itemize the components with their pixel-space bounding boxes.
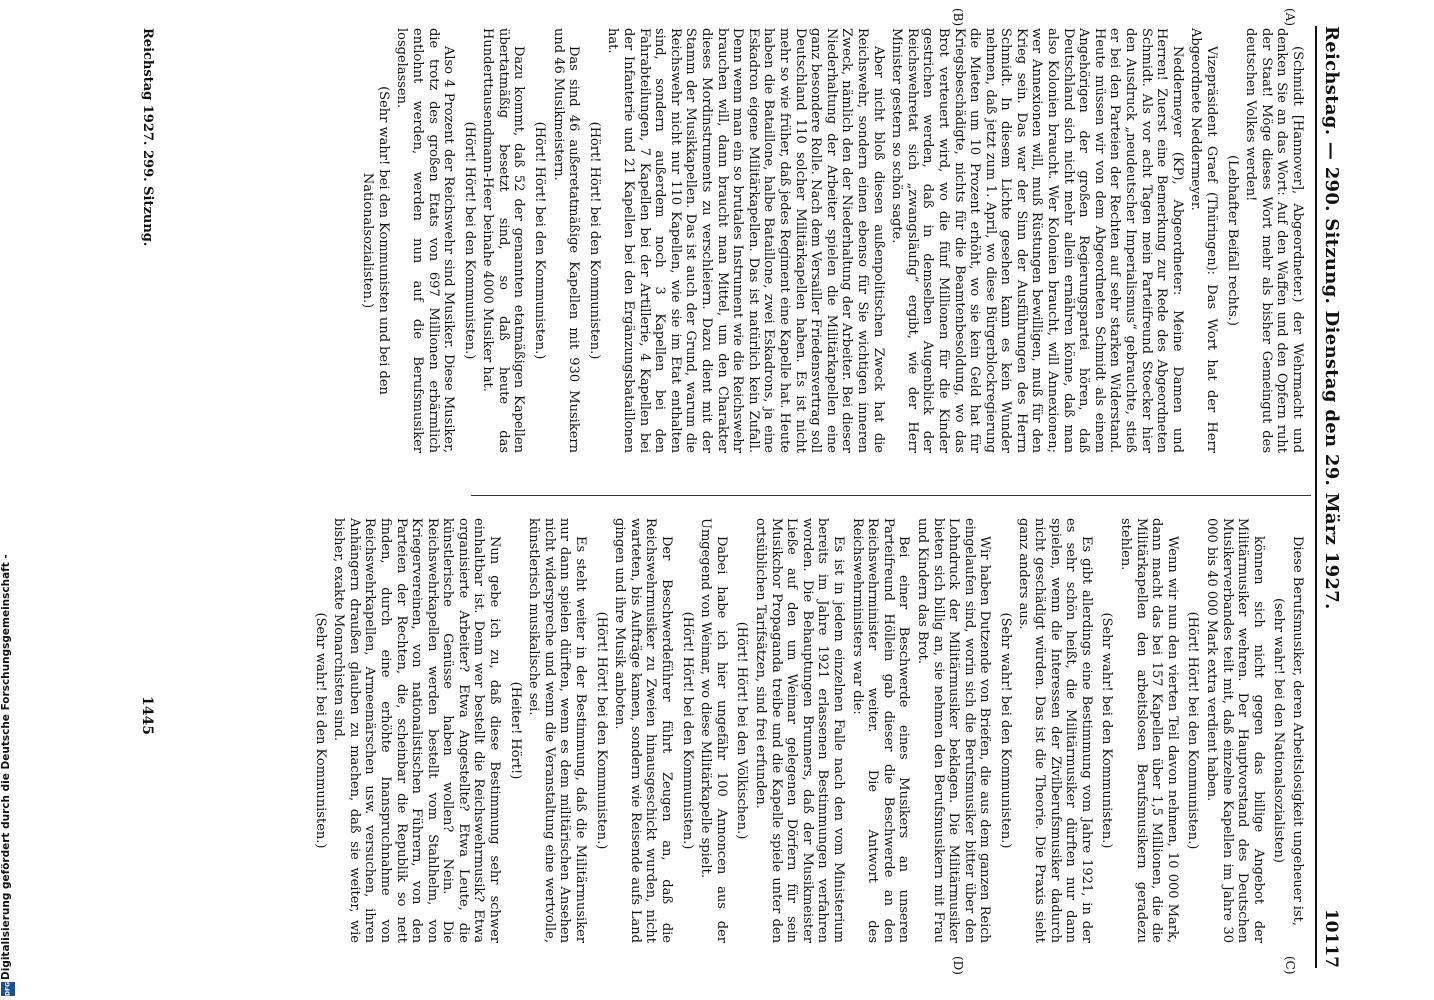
interjection: (Hört! Hört! bei den Kommunisten.) — [679, 611, 695, 850]
right-column — [307, 518, 1305, 943]
paragraph: Neddermeyer (KP), Abgeordneter: Meine Damen und Herren! Zuerst eine Bemerkung zur Rede des Abgeordneten Schmidt. Als vor acht Tagen mein Parteifreund Stoecker hier den Ausdruck „neudeutscher Imperialismus“ gebrauchte, stieß er bei den Parteien der Rechten auf sehr starken Widerstand. Heute müssen wir von dem Abgeordneten Schmidt als einem Angehörigen der großen Regierungspartei hören, daß Deutschland sich nicht mehr allein ernähren könne, daß man also Kolonien braucht. Wer Kolonien braucht, will Annexionen; wer Annexionen will, muß Rüstungen bewilligen, muß für den Krieg sein. Das war der Sinn der Ausführungen des Herrn Schmidt. In diesem Lichte gesehen kann es kein Wunder nehmen, daß jetzt zum 1. April, wo diese Bürgerblockregierung die Mieten um 10 Prozent erhöht, wo sie kein Geld hat für Kriegsbeschädigte, nichts für die Beamtenbesoldung, wo das Brot verteuert wird, wo die fünf Millionen für die Kinder gestrichen werden, daß in demselben Augenblick der Reichswehretat sich „zwangsläufig“ ergibt, wie der Herr Minister gestern so schön sagte. — [889, 28, 1185, 453]
interjection: (Sehr wahr! bei den Kommunisten und bei den Nationalsozialisten.) — [360, 86, 391, 395]
interjection: (Hört! Hört! bei den Kommunisten.) — [593, 611, 609, 850]
footer-session-note: Reichstag 1927. 299. Sitzung. — [140, 28, 155, 247]
paragraph: Dazu kommt, daß 52 der genannten etatmäßigen Kapellen übertatmäßig besetzt sind, so daß heute das Hunderttausendmann-Heer beinahe 4000 Musiker hat. — [480, 28, 527, 453]
paragraph: Wir haben Dutzende von Briefen, die aus dem ganzen Reich eingelaufen sind, worin sich die Berufsmusiker bitter über den Lohndruck der Militärmusiker beklagen. Die Militärmusiker bieten sich billig an, sie nehmen den Berufsmusikern mit Frau und Kindern das Brot. — [914, 518, 993, 943]
paragraph: Wenn wir nun den vierten Teil davon nehmen, 10 000 Mark, dann macht das bei 157 Kapellen über 1,5 Millionen, die die Militärkapellen den arbeitslosen Berufsmusikern geradezu stehlen. — [1118, 518, 1180, 943]
paragraph: Also 4 Prozent der Reichswehr sind Musiker. Diese Musiker, die trotz des großen Etats von 697 Millionen erbärmlich entlohnt werden, werden nun auf die Berufsmusiker losgelassen. — [394, 28, 457, 453]
paragraph: Diese Berufsmusiker, deren Arbeitslosigkeit ungeheuer ist, — [1290, 536, 1305, 926]
left-column — [355, 28, 1305, 453]
paragraph: (Schmidt [Hannover], Abgeordneter.) der Wehrmacht und denken Sie an das Wort: Auf den Waffen und den Opfern ruht der Staat! Möge dieses Wort mehr als bisher Gemeingut des deutschen Volkes werden! — [1243, 28, 1305, 453]
interjection: (sehr wahr! bei den Nationalsozialisten) — [1271, 597, 1287, 864]
paragraph: können sich nicht gegen das billige Angebot der Militärmusiker wehren. Der Hauptvorstand des Deutschen Musikerverbandes teilt mit, daß einzelne Kapellen im Jahre 30 000 bis 40 000 Mark extra verdient haben. — [1204, 518, 1266, 943]
interjection: (Hört! Hört! bei den Kommunisten.) — [532, 121, 548, 360]
paragraph: Aber nicht bloß diesen außenpolitischen Zweck hat die Reichswehr, sondern einen ebenso für Sie wichtigen inneren Zweck, nämlich den der Niederhaltung der Arbeiter. Bei dieser Niederhaltung der Arbeiter spielen die Militärkapellen eine ganz besondere Rolle. Nach dem Versailler Friedensvertrag soll Deutschland 110 solcher Militärkapellen haben. Es ist nicht mehr so wie früher, daß jedes Regiment eine Kapelle hat. Heute haben die Bataillone, halbe Bataillone, zwei Eskadrons, ja eine Eskadron eigene Militärkapellen. Das ist natürlich kein Zufall. Denn wenn man ein so brutales Instrument wie die Reichswehr brauchen will, dann braucht man Mittel, um den Charakter dieses Mordinstruments zu verschleiern. Dazu dient mit der Stamm der Musikkapellen. Das ist auch der Grund, warum die Reichswehr nicht nur 110 Kapellen, wie sie im Etat enthalten sind, sondern außerdem noch 3 Kapellen bei den Fahrabteilungen, 7 Kapellen bei der Artillerie, 4 Kapellen bei der Infanterie und 21 Kapellen bei den Ergänzungsbataillonen hat. — [605, 28, 886, 453]
margin-mark-c: (C) — [1283, 956, 1297, 975]
paragraph: Es gibt allerdings eine Bestimmung vom Jahre 1921, in der es sehr schön heißt, die Militärmusiker dürften nur dann spielen, wenn die Interessen der Zivilberufsmusiker dadurch nicht geschädigt würden. Das ist die Theorie. Die Praxis sieht ganz anders aus. — [1016, 518, 1094, 943]
interjection: (Heiter! Hört!) — [507, 681, 523, 780]
paragraph: Nun gebe ich zu, daß diese Bestimmung sehr schwer einhaltbar ist. Denn wer bestellt die Reichswehrmusik? Etwa organisierte Arbeiter? Etwa Angestellte? Etwa Leute, die künstlerische Genüsse haben wollen? Nein. Die Reichswehrkapellen werden bestellt vom Stahlhelm, von Kriegervereinen, von nationalistischen Führern, von den Parteien der Rechten, die, scheinbar die Republik so nett finden, durch eine erhöhte Inanspruchnahme von Reichswehrkapellen, Armeemärschen usw. versuchen, ihren Anhängern draußen glauben zu machen, daß sie weiter, wie bisher, exakte Monarchisten sind. — [331, 518, 503, 943]
margin-mark-d: (D) — [951, 956, 965, 975]
paragraph: Das sind 46 außeretatmäßige Kapellen mit 930 Musikern und 46 Musikmeistern. — [550, 28, 582, 453]
interjection: (Hört! Hört! bei den Kommunisten.) — [1185, 611, 1201, 850]
margin-mark-b: (B) — [951, 8, 965, 27]
paragraph: Dabei habe ich hier ungefähr 100 Annoncen aus der Umgegend von Weimar, wo diese Militärkapelle spielt. — [698, 518, 729, 943]
paragraph: Bei einer Beschwerde eines Musikers an unseren Parteifreund Höllein gab dieser die Beschwerde an den Reichswehrminister weiter. Die Antwort des Reichswehrministers war die: — [849, 518, 912, 943]
interjection: (Hört! Hört! bei den Völkischen.) — [734, 621, 750, 840]
page-number: 10117 — [1321, 908, 1342, 968]
paragraph: Der Beschwerdeführer führt Zeugen an, daß die Reichswehrmusiker zu Zweien hinausgeschickt wurden, nicht warteten, bis Aufträge kamen, sondern wie Reisende aufs Land gingen und ihre Musik anboten. — [612, 518, 675, 943]
footer-page-number: 1445 — [139, 696, 155, 735]
interjection: (Hört! Hört! bei den Kommunisten.) — [586, 121, 602, 360]
margin-mark-a: (A) — [1283, 8, 1297, 27]
interjection: (Sehr wahr! bei den Kommunisten.) — [997, 612, 1013, 849]
interjection: (Sehr wahr! bei den Kommunisten.) — [1099, 612, 1115, 849]
interjection: (Lebhafter Beifall rechts.) — [1224, 155, 1240, 326]
running-title: Reichstag. — 290. Sitzung. Dienstag den 29. März 1927. — [1320, 26, 1342, 610]
digitization-credit: Digitalisierung gefördert durch die Deutsche Forschungsgemeinschaft - — [0, 554, 12, 980]
paragraph: Es steht weiter in der Bestimmung, daß die Militärmusiker nur dann spielen dürften, wenn es dem militärischen Ansehen nicht widerspreche und wenn die Veranstaltung eine wertvolle, künstlerisch musikalische sei. — [526, 518, 589, 943]
dfg-logo-icon: DFG — [1, 982, 15, 996]
column-divider — [471, 495, 1311, 496]
paragraph: Vizepräsident Graef (Thüringen): Das Wort hat der Herr Abgeordnete Neddermeyer. — [1188, 28, 1220, 453]
page-header — [1315, 26, 1345, 968]
paragraph: Es ist in jedem einzelnen Falle nach den vom Ministerium bereits im Jahre 1921 erlassenen Bestimmungen verfahren worden. Die Behauptungen Brunners, daß der Musikmeister Ließe auf den um Weimar gelegenen Dörfern für sein Musikchor Propaganda treibe und die Kapelle spiele unter den ortsüblichen Tarifsätzen, sind frei erfunden. — [753, 518, 846, 943]
interjection: (Sehr wahr! bei den Kommunisten.) — [312, 612, 328, 849]
scanned-page — [100, 6, 1345, 988]
interjection: (Hört! Hört! bei den Kommunisten.) — [461, 121, 477, 360]
scanned-page-frame — [100, 6, 1345, 988]
side-credit-bar — [0, 0, 16, 1000]
